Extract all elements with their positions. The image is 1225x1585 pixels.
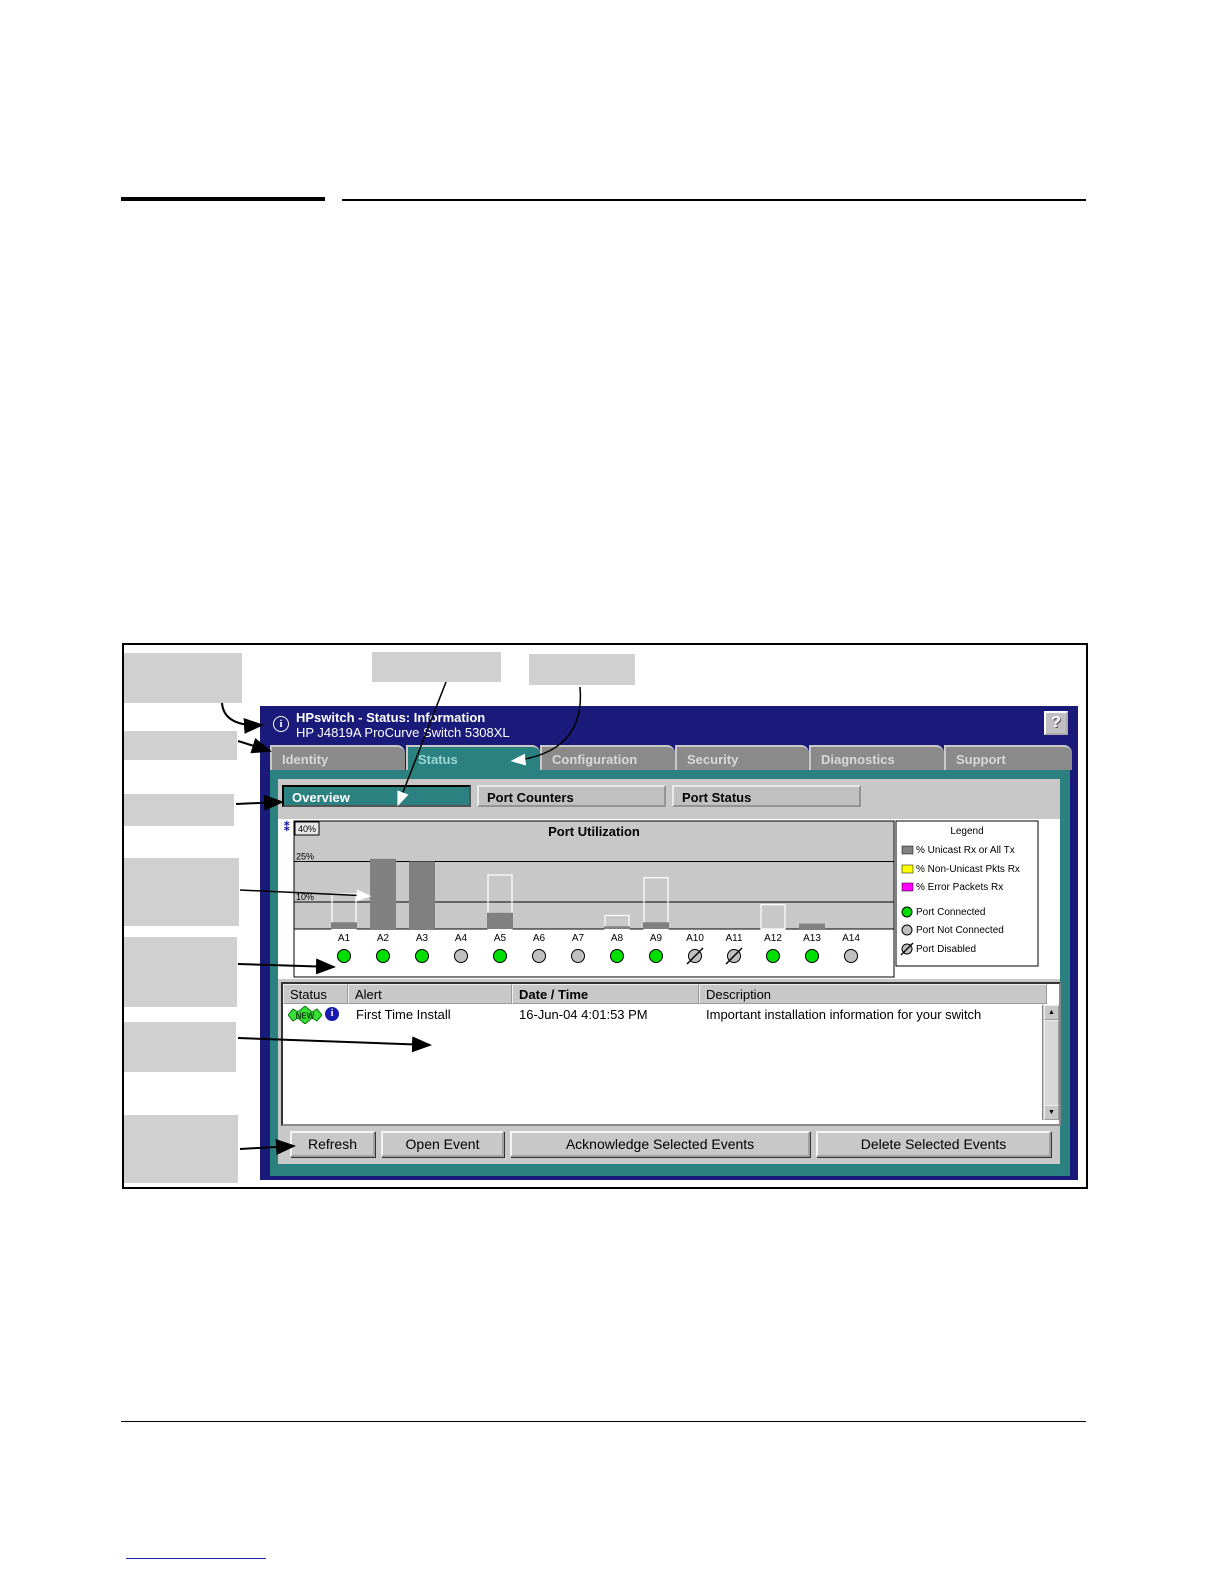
arrow-to-utilization-bars bbox=[240, 890, 370, 896]
subtab-port-counters[interactable]: Port Counters bbox=[477, 785, 666, 807]
column-header-status[interactable]: Status bbox=[283, 984, 348, 1004]
legend-label: Port Disabled bbox=[916, 944, 977, 955]
tab-diagnostics[interactable]: Diagnostics bbox=[809, 745, 944, 770]
port-label: A14 bbox=[842, 933, 860, 944]
port-label: A2 bbox=[376, 933, 390, 944]
help-button[interactable]: ? bbox=[1044, 711, 1068, 735]
legend-label: % Unicast Rx or All Tx bbox=[916, 845, 1015, 856]
refresh-button[interactable]: Refresh bbox=[290, 1131, 375, 1157]
tab-identity[interactable]: Identity bbox=[270, 745, 405, 770]
callout-arrows bbox=[124, 645, 1086, 1187]
legend-label: Port Not Connected bbox=[916, 925, 1004, 936]
port-label: A13 bbox=[803, 933, 821, 944]
acknowledge-selected-events-button[interactable]: Acknowledge Selected Events bbox=[510, 1131, 810, 1157]
scroll-up-arrow-icon[interactable]: ▲ bbox=[1044, 1005, 1059, 1020]
arrow-to-alert-log bbox=[238, 1038, 430, 1045]
info-icon: i bbox=[273, 716, 289, 732]
heading-rule-thin bbox=[342, 199, 1086, 201]
column-header-alert[interactable]: Alert bbox=[348, 984, 512, 1004]
port-label: A8 bbox=[610, 933, 624, 944]
port-label: A5 bbox=[493, 933, 507, 944]
alert-description: Important installation information for your switch bbox=[706, 1007, 982, 1022]
legend-label: Port Connected bbox=[916, 907, 986, 918]
port-label: A7 bbox=[571, 933, 585, 944]
chart-scroll-icon: ⁑ bbox=[284, 822, 290, 834]
footer-rule bbox=[121, 1421, 1086, 1422]
legend-label: % Error Packets Rx bbox=[916, 882, 1004, 893]
arrow-to-status-tab bbox=[512, 687, 580, 761]
delete-selected-events-button[interactable]: Delete Selected Events bbox=[816, 1131, 1051, 1157]
subtab-port-status[interactable]: Port Status bbox=[672, 785, 861, 807]
port-label: A6 bbox=[532, 933, 546, 944]
arrow-to-port-status-icons bbox=[238, 964, 334, 967]
legend-label: % Non-Unicast Pkts Rx bbox=[916, 864, 1020, 875]
alert-name: First Time Install bbox=[356, 1007, 451, 1022]
screenshot-figure bbox=[122, 643, 1088, 1189]
scroll-down-arrow-icon[interactable]: ▼ bbox=[1044, 1105, 1059, 1120]
gridline-label: 10% bbox=[296, 892, 315, 902]
tab-support[interactable]: Support bbox=[944, 745, 1072, 770]
scale-label: 40% bbox=[297, 824, 317, 834]
arrow-to-tabs bbox=[238, 741, 270, 751]
chart-title: Port Utilization bbox=[548, 824, 640, 839]
column-header-description[interactable]: Description bbox=[699, 984, 1047, 1004]
arrow-to-overview-subtab bbox=[398, 682, 446, 805]
new-badge-label: NEW bbox=[295, 1011, 315, 1021]
legend-title: Legend bbox=[950, 826, 984, 837]
arrow-to-title-bar bbox=[222, 703, 262, 725]
window-title: HPswitch - Status: Information bbox=[296, 710, 486, 725]
port-label: A1 bbox=[337, 933, 351, 944]
subtab-overview[interactable]: Overview bbox=[282, 785, 471, 807]
tab-configuration[interactable]: Configuration bbox=[540, 745, 675, 770]
window-subtitle: HP J4819A ProCurve Switch 5308XL bbox=[296, 725, 510, 740]
port-label: A4 bbox=[454, 933, 468, 944]
tab-security[interactable]: Security bbox=[675, 745, 809, 770]
arrow-to-buttons bbox=[240, 1146, 294, 1149]
port-label: A10 bbox=[686, 933, 704, 944]
port-label: A3 bbox=[415, 933, 429, 944]
gridline-label: 25% bbox=[296, 851, 315, 862]
footer-link-underline bbox=[126, 1558, 266, 1559]
info-icon: i bbox=[325, 1007, 339, 1021]
arrow-to-subtabs bbox=[236, 802, 282, 804]
tab-status[interactable]: Status bbox=[406, 745, 540, 770]
heading-rule-thick bbox=[121, 197, 325, 201]
port-label: A9 bbox=[649, 933, 663, 944]
port-label: A11 bbox=[725, 933, 743, 944]
alert-datetime: 16-Jun-04 4:01:53 PM bbox=[519, 1007, 648, 1022]
open-event-button[interactable]: Open Event bbox=[381, 1131, 504, 1157]
port-label: A12 bbox=[764, 933, 782, 944]
column-header-datetime[interactable]: Date / Time bbox=[512, 984, 699, 1004]
